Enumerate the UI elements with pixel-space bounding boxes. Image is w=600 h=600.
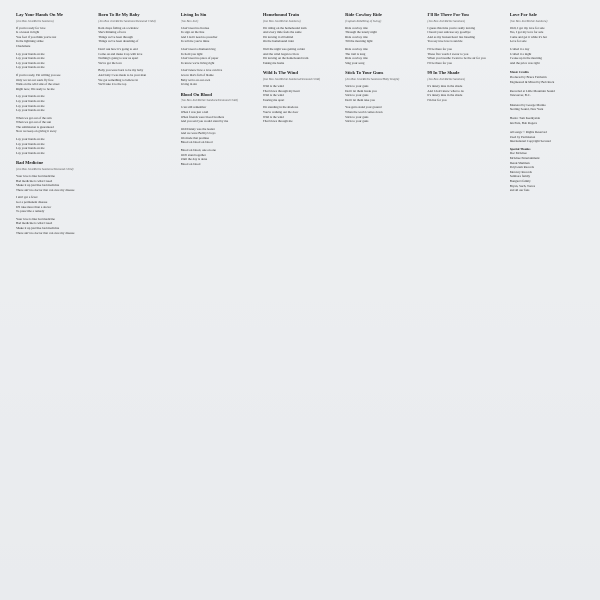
lyric-verse bbox=[16, 26, 94, 49]
lyric-line: In the lightning strike bbox=[16, 39, 44, 44]
lyric-line: Well the night was getting colder bbox=[262, 46, 305, 51]
lyric-verse bbox=[16, 94, 94, 112]
lyric-line: That blows through me bbox=[262, 119, 293, 124]
lyric-line: I heard your suitcase say goodbye bbox=[427, 30, 471, 35]
song-block bbox=[510, 12, 588, 65]
lyric-verse bbox=[427, 84, 505, 102]
song-credit: (Jon Bon Jovi/Richie Sambora/Desmond Child) bbox=[180, 98, 238, 103]
lyric-line: Don't ask how it's going to end bbox=[98, 46, 138, 51]
song-block bbox=[16, 160, 94, 235]
credit-line: All songs © Rights Reserved bbox=[509, 130, 547, 135]
lyric-line: To tell me you're mine bbox=[180, 39, 210, 44]
lyric-line: Stick to your guns bbox=[345, 114, 369, 119]
lyric-line: Got a permanent disease bbox=[16, 200, 48, 204]
lyric-line: Don't let them take you bbox=[345, 97, 375, 102]
lyric-verse bbox=[16, 137, 94, 155]
lyric-line: We'll stand together bbox=[180, 152, 206, 157]
lyric-line: Lay your hands on me bbox=[16, 141, 45, 146]
lyric-line: There ain't no doctor that can cure my disease bbox=[16, 230, 75, 235]
lyric-line: Until the day is done bbox=[180, 157, 208, 162]
lyric-line: Walk on the wild side of the street bbox=[16, 82, 60, 87]
song-credit: (Jon Bon Jovi/Richie Sambora/Holly Knight) bbox=[345, 76, 400, 81]
lyric-line: Your love is like bad medicine bbox=[16, 216, 55, 221]
song-title: I'll Be There For You bbox=[427, 12, 469, 17]
lyric-line: Baby we're on our own bbox=[180, 77, 211, 82]
song-title: Homebound Train bbox=[262, 12, 300, 17]
lyric-verse bbox=[510, 26, 588, 44]
lyric-line: It'll take more than a doctor bbox=[16, 204, 52, 209]
lyric-verse bbox=[263, 105, 341, 123]
lyric-line: These five words I swear to you bbox=[427, 51, 469, 56]
lyric-line: Lay your hands on me bbox=[16, 103, 45, 108]
lyric-line: We got something to believe in bbox=[98, 77, 138, 82]
lyric-line: Ride cowboy ride bbox=[345, 46, 368, 51]
song-block bbox=[427, 70, 505, 102]
lyric-line: Is a lesson in light bbox=[16, 30, 40, 35]
lyric-line: Blood on blood, one on one bbox=[180, 148, 216, 153]
lyric-line: Lay your hands on me bbox=[16, 108, 45, 113]
album-credits bbox=[510, 70, 588, 192]
lyric-line: Stick to your guns bbox=[345, 119, 369, 124]
lyric-line: Wild is the wind bbox=[262, 93, 284, 98]
lyric-line: We made that promise bbox=[180, 135, 210, 140]
lyric-verse bbox=[181, 105, 259, 123]
credit-line: Horns: Tom Keenlyside bbox=[509, 116, 541, 121]
lyric-verse bbox=[345, 105, 423, 123]
lyric-column-5 bbox=[345, 12, 423, 592]
lyric-verse bbox=[181, 47, 259, 65]
lyric-line: Blood on blood bbox=[180, 161, 201, 166]
lyric-verse bbox=[16, 52, 94, 70]
song-credit: (Jon Bon Jovi/Richie Sambora) bbox=[427, 18, 466, 23]
thanks-line: Mercury Records bbox=[509, 169, 532, 174]
lyric-line: Bad medicine is what I need bbox=[16, 221, 53, 226]
lyric-line: I can still remember bbox=[180, 105, 207, 110]
lyric-line: Things we've been through bbox=[98, 34, 133, 39]
song-block bbox=[427, 12, 505, 65]
lyric-line: Lay your hands on me bbox=[16, 51, 45, 56]
lyric-line: I called it a day bbox=[509, 46, 530, 51]
lyric-line: Lay your hands on me bbox=[16, 137, 45, 142]
credit-line: International Copyright Secured bbox=[509, 139, 551, 144]
lyric-verse bbox=[98, 68, 176, 86]
lyric-line: You're walking out the door bbox=[262, 109, 299, 114]
lyric-line: I ain't got a fever bbox=[16, 195, 38, 200]
lyric-line: I woke up in the morning bbox=[509, 56, 542, 61]
lyric-line: To prescribe a remedy bbox=[16, 209, 45, 214]
lyric-line: Baby you were born to be my baby bbox=[98, 68, 144, 73]
lyric-line: When the world comes down bbox=[345, 109, 383, 114]
lyric-verse bbox=[263, 47, 341, 65]
lyric-line: Wild is the wind bbox=[262, 83, 284, 88]
lyric-column-2 bbox=[98, 12, 176, 592]
song-title: Lay Your Hands On Me bbox=[16, 12, 63, 17]
lyric-line: Now we keep on giving it away bbox=[16, 129, 57, 134]
song-title: 99 In The Shade bbox=[427, 70, 460, 76]
lyric-line: Well Danny was the leader bbox=[180, 126, 215, 131]
lyric-line: The trail is long bbox=[345, 51, 366, 56]
lyric-line: And I don't know what to do bbox=[427, 88, 464, 93]
lyric-line: The submission is guaranteed bbox=[16, 124, 54, 129]
thanks-line: Sambora family bbox=[509, 174, 531, 179]
lyric-line: I'll be there for you bbox=[427, 46, 452, 51]
lyric-line: I'm standing in the shadows bbox=[262, 105, 299, 110]
lyric-line: When I was just a kid bbox=[180, 109, 209, 114]
lyric-line: Stick to your guns bbox=[345, 83, 369, 88]
thanks-heading: Special Thanks bbox=[509, 146, 531, 151]
song-block bbox=[181, 92, 259, 167]
lyric-verse bbox=[16, 116, 94, 134]
lyric-line: I called it a night bbox=[509, 51, 532, 56]
lyric-line: Lay your hands on me bbox=[16, 98, 45, 103]
lyric-line: You gotta stand your ground bbox=[345, 105, 382, 110]
lyric-line: Living in sin bbox=[180, 82, 197, 87]
lyric-line: I don't need no license bbox=[180, 25, 210, 30]
lyric-line: Lay your hands on me bbox=[16, 65, 45, 70]
lyric-line: And baby I was made to be your man bbox=[98, 72, 147, 77]
lyric-line: And we were Bobby's boys bbox=[180, 131, 216, 136]
lyric-line: Yes, I got my love for sale bbox=[509, 30, 544, 35]
lyric-line: There ain't no doctor that can cure my disease bbox=[16, 187, 75, 192]
lyric-verse bbox=[345, 84, 423, 102]
thanks-line: Bongiovi family bbox=[509, 179, 531, 183]
song-title: Born To Be My Baby bbox=[98, 12, 140, 17]
song-credit: (Jon Bon Jovi) bbox=[180, 18, 199, 23]
lyric-line: I don't need no piece of paper bbox=[180, 56, 219, 61]
lyric-column-6 bbox=[427, 12, 505, 592]
song-block bbox=[98, 12, 176, 87]
lyric-line: Ride cowboy ride bbox=[345, 34, 368, 39]
lyric-verse bbox=[98, 26, 176, 44]
lyric-verse bbox=[427, 47, 505, 65]
song-credit: (Jon Bon Jovi/Richie Sambora/Desmond Child) bbox=[262, 76, 321, 81]
lyric-verse bbox=[345, 47, 423, 65]
lyric-line: Love for sale bbox=[509, 39, 527, 44]
song-title: Bad Medicine bbox=[16, 160, 44, 166]
lyric-line: We'll take it to the top bbox=[98, 82, 127, 87]
lyric-line: Lay your hands on me bbox=[16, 94, 45, 99]
lyric-line: And the wind began to blow bbox=[262, 51, 300, 56]
lyric-verse bbox=[16, 73, 94, 91]
credit-line: Recorded at Little Mountain Sound bbox=[509, 88, 555, 93]
song-credit: (Captain Kidd/King of Swing) bbox=[345, 18, 382, 23]
credit-line: Produced by Bruce Fairbairn bbox=[509, 74, 547, 79]
lyric-line: Lay your hands on me bbox=[16, 150, 45, 155]
thanks-line: PolyGram Records bbox=[509, 165, 535, 170]
credits-heading: Music Credits bbox=[509, 70, 529, 75]
thanks-line: Doc McGhee bbox=[509, 151, 527, 156]
song-title: Living In Sin bbox=[180, 12, 207, 17]
lyric-line: Right now, I'm ready to be me bbox=[16, 86, 55, 91]
lyric-line: Well, I got my love for sale bbox=[509, 25, 545, 30]
song-credit: (Jon Bon Jovi/Richie Sambora) bbox=[262, 18, 301, 23]
lyric-verse bbox=[181, 127, 259, 145]
lyric-line: Ride cowboy ride bbox=[345, 25, 368, 30]
lyric-verse bbox=[510, 47, 588, 65]
lyric-line: And as my broken heart lies bleeding bbox=[427, 34, 476, 39]
lyric-line: Through the lonely night bbox=[345, 30, 377, 35]
lyric-line: Your love is like bad medicine bbox=[16, 174, 55, 179]
lyric-line: And I don't need no preacher bbox=[180, 34, 218, 39]
lyric-verse bbox=[181, 148, 259, 166]
credit-line: Ian Putz, Bob Rogers bbox=[509, 120, 537, 125]
lyric-line: When we get out of the sun bbox=[16, 120, 52, 125]
song-credit: (Jon Bon Jovi/Richie Sambora) bbox=[16, 18, 54, 23]
lyric-column-1 bbox=[16, 12, 94, 592]
lyric-line: And every mile feels the same bbox=[262, 30, 302, 35]
thanks-line: and all our fans bbox=[509, 188, 530, 193]
lyric-line: If you're ready, I'm willing you see bbox=[16, 72, 61, 77]
lyric-line: It's ninety nine in the shade bbox=[427, 93, 463, 98]
lyric-line: To hold you tight bbox=[180, 51, 203, 56]
lyric-line: Sing your song bbox=[345, 60, 365, 65]
credit-line: Mastered by George Marino bbox=[509, 102, 546, 107]
song-title: Blood On Blood bbox=[180, 91, 212, 97]
lyric-verse bbox=[16, 174, 94, 192]
lyric-line: Lay your hands on me bbox=[16, 56, 45, 61]
song-credit: (Jon Bon Jovi/Richie Sambora/Desmond Child) bbox=[16, 167, 74, 172]
lyric-verse bbox=[16, 217, 94, 235]
lyric-line: When friends were blood brothers bbox=[180, 114, 225, 119]
lyric-line: I'm riding on the homebound train bbox=[262, 25, 307, 30]
lyric-line: On the homebound train bbox=[262, 39, 294, 44]
lyric-line: Ride cowboy ride bbox=[345, 56, 368, 61]
lyric-line: Rain drops falling on a window bbox=[98, 25, 139, 30]
lyric-verse bbox=[263, 26, 341, 44]
lyric-line: Taking me home bbox=[262, 60, 285, 65]
lyric-verse bbox=[345, 26, 423, 44]
song-credit: (Jon Bon Jovi/Richie Sambora/Desmond Child) bbox=[98, 18, 156, 23]
lyric-column-4 bbox=[263, 12, 341, 592]
lyric-line: Wild is the wind bbox=[262, 114, 284, 119]
lyric-line: We've got the love bbox=[98, 60, 122, 65]
lyric-line: Blood on blood on blood bbox=[180, 140, 213, 145]
lyric-line: Nothing's going to tear us apart bbox=[98, 56, 139, 61]
lyric-line: She's thinking of love bbox=[98, 30, 127, 35]
lyric-line: And the price was right bbox=[509, 60, 540, 65]
song-title: Love For Sale bbox=[509, 12, 537, 17]
thanks-line: Bryan, Such, Torres bbox=[509, 183, 536, 188]
lyric-line: It's ninety nine in the shade bbox=[427, 83, 463, 88]
credit-line: Used by Permission bbox=[509, 134, 536, 139]
credit-line: Vancouver, B.C. bbox=[509, 93, 531, 98]
lyric-line: And you said you would stand by me bbox=[180, 119, 229, 124]
lyric-line: When we get out of the rain bbox=[16, 115, 52, 120]
lyric-line: Tearing me apart bbox=[262, 97, 285, 102]
song-title: Stick To Your Guns bbox=[345, 70, 384, 76]
lyric-line: I don't need a diamond ring bbox=[180, 46, 216, 51]
lyric-line: To sign on the line bbox=[180, 30, 205, 35]
lyric-line: Don't let them break you bbox=[345, 88, 377, 93]
song-block bbox=[181, 12, 259, 87]
lyric-verse bbox=[181, 68, 259, 86]
song-title: Ride Cowboy Ride bbox=[345, 12, 382, 17]
lyric-line: Shake it up just like bad medicine bbox=[16, 225, 60, 230]
song-credit: (Jon Bon Jovi/Richie Sambora) bbox=[509, 18, 548, 23]
lyric-line: Come and get it while it's hot bbox=[509, 34, 548, 39]
lyric-verse bbox=[427, 26, 505, 44]
lyric-line: Bad medicine is what I need bbox=[16, 178, 53, 183]
lyric-line: I'm leaving it all behind bbox=[262, 34, 294, 39]
lyric-line: Till the morning light bbox=[345, 39, 373, 44]
song-block bbox=[345, 70, 423, 123]
lyric-line: Only we let our souls fly free bbox=[16, 77, 54, 82]
lyric-line: To know we're living right bbox=[180, 60, 215, 65]
lyric-line: Things we've been dreaming of bbox=[98, 39, 139, 44]
song-block bbox=[345, 12, 423, 65]
song-title: Wild Is The Wind bbox=[262, 70, 298, 76]
credit-line: Sterling Sound, New York bbox=[509, 107, 544, 112]
lyric-verse bbox=[98, 47, 176, 65]
lyric-line: I'll be there for you bbox=[427, 60, 452, 65]
lyric-column-7 bbox=[510, 12, 588, 592]
lyric-verse bbox=[16, 195, 94, 213]
lyric-verse bbox=[263, 84, 341, 102]
lyric-line: I don't know how a love can live bbox=[180, 68, 223, 73]
lyric-line: I'm leaving on the homebound train bbox=[262, 56, 309, 61]
song-credit: (Jon Bon Jovi/Richie Sambora) bbox=[427, 76, 466, 81]
lyric-line: Come on and make it up with love bbox=[98, 51, 143, 56]
lyric-line: When you breathe I want to be the air for you bbox=[427, 56, 486, 61]
lyric-line: A love that's full of blame bbox=[180, 72, 214, 77]
lyric-line: You say true love is suicide bbox=[427, 39, 463, 44]
thanks-line: Derek Shulman bbox=[509, 160, 530, 165]
song-block bbox=[263, 12, 341, 65]
lyric-columns bbox=[16, 12, 588, 592]
lyric-line: If you're ready for love bbox=[16, 25, 46, 30]
lyric-column-3 bbox=[181, 12, 259, 592]
lyric-verse bbox=[181, 26, 259, 44]
credit-line: Engineered & Mixed by Bob Rock bbox=[509, 79, 555, 84]
lyric-line: Lay your hands on me bbox=[16, 146, 45, 151]
lyric-line: Lay your hands on me bbox=[16, 60, 45, 65]
lyric-line: You fool if you think you're not bbox=[16, 34, 57, 39]
lyric-line: Checkmate bbox=[16, 43, 31, 48]
song-block bbox=[16, 12, 94, 155]
lyric-line: I guess this time you're really leaving bbox=[427, 25, 476, 30]
lyric-line: Shake it up just like bad medicine bbox=[16, 183, 60, 188]
lyric-line: I'm hot for you bbox=[427, 97, 447, 102]
thanks-line: McGhee Entertainment bbox=[509, 156, 540, 161]
lyric-line: That blows through my heart bbox=[262, 88, 300, 93]
song-block bbox=[263, 70, 341, 123]
lyric-line: Stick to your guns bbox=[345, 93, 369, 98]
